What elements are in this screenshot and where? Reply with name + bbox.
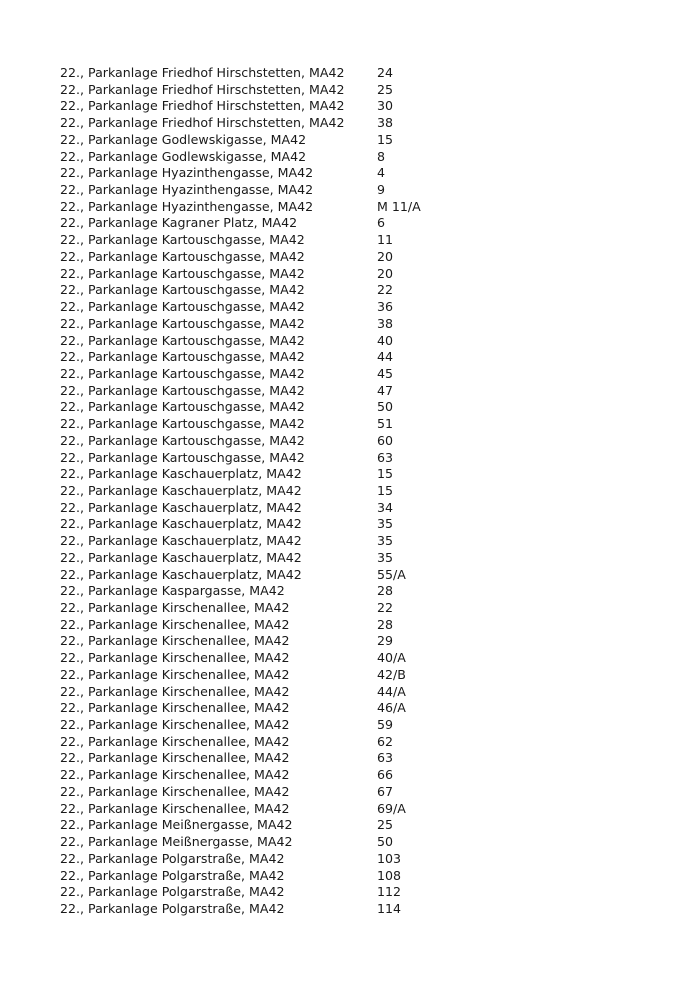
- location-text: 22., Parkanlage Kartouschgasse, MA42: [60, 449, 305, 465]
- list-row: [60, 901, 620, 918]
- list-row: [60, 249, 620, 266]
- list-row: [60, 734, 620, 751]
- location-text: 22., Parkanlage Godlewskigasse, MA42: [60, 148, 307, 164]
- house-number: 66: [377, 767, 394, 783]
- location-text: 22., Parkanlage Kirschenallee, MA42: [60, 650, 290, 666]
- location-text: 22., Parkanlage Kirschenallee, MA42: [60, 666, 290, 682]
- list-row: [60, 650, 620, 667]
- list-row: [60, 383, 620, 400]
- house-number: 40: [377, 332, 394, 348]
- location-text: 22., Parkanlage Kaschauerplatz, MA42: [60, 549, 302, 565]
- location-text: 22., Parkanlage Kaschauerplatz, MA42: [60, 466, 302, 482]
- house-number: 67: [377, 783, 394, 799]
- list-row: [60, 851, 620, 868]
- location-text: 22., Parkanlage Kartouschgasse, MA42: [60, 399, 305, 415]
- list-row: [60, 567, 620, 584]
- list-row: [60, 684, 620, 701]
- house-number: 38: [377, 115, 394, 131]
- list-row: [60, 115, 620, 132]
- house-number: 20: [377, 248, 394, 264]
- location-text: 22., Parkanlage Polgarstraße, MA42: [60, 900, 285, 916]
- list-row: [60, 149, 620, 166]
- house-number: 30: [377, 98, 394, 114]
- list-row: [60, 533, 620, 550]
- location-text: 22., Parkanlage Kirschenallee, MA42: [60, 633, 290, 649]
- location-text: 22., Parkanlage Kartouschgasse, MA42: [60, 282, 305, 298]
- list-row: [60, 483, 620, 500]
- house-number: 62: [377, 733, 394, 749]
- house-number: 69/A: [377, 800, 406, 816]
- list-row: [60, 700, 620, 717]
- house-number: 8: [377, 148, 386, 164]
- list-row: [60, 717, 620, 734]
- house-number: 29: [377, 633, 394, 649]
- house-number: 112: [377, 884, 402, 900]
- location-text: 22., Parkanlage Kirschenallee, MA42: [60, 616, 290, 632]
- list-row: [60, 182, 620, 199]
- location-text: 22., Parkanlage Godlewskigasse, MA42: [60, 131, 307, 147]
- location-text: 22., Parkanlage Kartouschgasse, MA42: [60, 382, 305, 398]
- house-number: 15: [377, 131, 394, 147]
- location-text: 22., Parkanlage Polgarstraße, MA42: [60, 850, 285, 866]
- house-number: 50: [377, 834, 394, 850]
- list-row: [60, 817, 620, 834]
- list-row: [60, 333, 620, 350]
- list-row: [60, 282, 620, 299]
- list-row: [60, 199, 620, 216]
- list-row: [60, 65, 620, 82]
- house-number: 44/A: [377, 683, 406, 699]
- list-row: [60, 165, 620, 182]
- list-row: [60, 633, 620, 650]
- list-row: [60, 868, 620, 885]
- list-row: [60, 550, 620, 567]
- list-row: [60, 801, 620, 818]
- location-text: 22., Parkanlage Kirschenallee, MA42: [60, 717, 290, 733]
- house-number: 35: [377, 516, 394, 532]
- house-number: 103: [377, 850, 402, 866]
- list-row: [60, 617, 620, 634]
- location-text: 22., Parkanlage Kartouschgasse, MA42: [60, 248, 305, 264]
- list-row: [60, 416, 620, 433]
- house-number: 114: [377, 900, 402, 916]
- location-text: 22., Parkanlage Kaschauerplatz, MA42: [60, 516, 302, 532]
- location-text: 22., Parkanlage Kirschenallee, MA42: [60, 800, 290, 816]
- house-number: 42/B: [377, 666, 406, 682]
- house-number: 50: [377, 399, 394, 415]
- address-list: [60, 65, 620, 918]
- location-text: 22., Parkanlage Kirschenallee, MA42: [60, 733, 290, 749]
- list-row: [60, 82, 620, 99]
- location-text: 22., Parkanlage Kartouschgasse, MA42: [60, 315, 305, 331]
- list-row: [60, 834, 620, 851]
- location-text: 22., Parkanlage Kartouschgasse, MA42: [60, 349, 305, 365]
- house-number: 15: [377, 482, 394, 498]
- house-number: 51: [377, 416, 394, 432]
- list-row: [60, 450, 620, 467]
- location-text: 22., Parkanlage Hyazinthengasse, MA42: [60, 198, 314, 214]
- location-text: 22., Parkanlage Kartouschgasse, MA42: [60, 416, 305, 432]
- location-text: 22., Parkanlage Kaschauerplatz, MA42: [60, 482, 302, 498]
- house-number: 36: [377, 299, 394, 315]
- house-number: 4: [377, 165, 386, 181]
- house-number: 28: [377, 616, 394, 632]
- location-text: 22., Parkanlage Kirschenallee, MA42: [60, 683, 290, 699]
- house-number: 28: [377, 583, 394, 599]
- location-text: 22., Parkanlage Kirschenallee, MA42: [60, 700, 290, 716]
- house-number: 45: [377, 365, 394, 381]
- location-text: 22., Parkanlage Friedhof Hirschstetten, MA42: [60, 115, 345, 131]
- location-text: 22., Parkanlage Kartouschgasse, MA42: [60, 432, 305, 448]
- house-number: 35: [377, 533, 394, 549]
- house-number: 59: [377, 717, 394, 733]
- list-row: [60, 583, 620, 600]
- house-number: 15: [377, 466, 394, 482]
- location-text: 22., Parkanlage Meißnergasse, MA42: [60, 817, 293, 833]
- house-number: 47: [377, 382, 394, 398]
- list-row: [60, 366, 620, 383]
- house-number: 108: [377, 867, 402, 883]
- house-number: 9: [377, 182, 386, 198]
- list-row: [60, 884, 620, 901]
- list-row: [60, 767, 620, 784]
- location-text: 22., Parkanlage Kartouschgasse, MA42: [60, 232, 305, 248]
- list-row: [60, 132, 620, 149]
- location-text: 22., Parkanlage Meißnergasse, MA42: [60, 834, 293, 850]
- location-text: 22., Parkanlage Kaschauerplatz, MA42: [60, 533, 302, 549]
- house-number: 35: [377, 549, 394, 565]
- house-number: 38: [377, 315, 394, 331]
- location-text: 22., Parkanlage Kartouschgasse, MA42: [60, 332, 305, 348]
- house-number: 11: [377, 232, 394, 248]
- house-number: 20: [377, 265, 394, 281]
- location-text: 22., Parkanlage Friedhof Hirschstetten, MA42: [60, 98, 345, 114]
- list-row: [60, 215, 620, 232]
- list-row: [60, 266, 620, 283]
- location-text: 22., Parkanlage Hyazinthengasse, MA42: [60, 165, 314, 181]
- location-text: 22., Parkanlage Kartouschgasse, MA42: [60, 299, 305, 315]
- location-text: 22., Parkanlage Kagraner Platz, MA42: [60, 215, 298, 231]
- house-number: 46/A: [377, 700, 406, 716]
- house-number: 22: [377, 282, 394, 298]
- list-row: [60, 399, 620, 416]
- location-text: 22., Parkanlage Hyazinthengasse, MA42: [60, 182, 314, 198]
- list-row: [60, 750, 620, 767]
- location-text: 22., Parkanlage Polgarstraße, MA42: [60, 884, 285, 900]
- house-number: 55/A: [377, 566, 406, 582]
- house-number: M 11/A: [377, 198, 421, 214]
- list-row: [60, 500, 620, 517]
- house-number: 63: [377, 750, 394, 766]
- house-number: 24: [377, 65, 394, 80]
- house-number: 34: [377, 499, 394, 515]
- house-number: 25: [377, 817, 394, 833]
- list-row: [60, 516, 620, 533]
- house-number: 40/A: [377, 650, 406, 666]
- list-row: [60, 349, 620, 366]
- list-row: [60, 784, 620, 801]
- location-text: 22., Parkanlage Kirschenallee, MA42: [60, 600, 290, 615]
- location-text: 22., Parkanlage Kaschauerplatz, MA42: [60, 566, 302, 582]
- list-row: [60, 433, 620, 450]
- location-text: 22., Parkanlage Kartouschgasse, MA42: [60, 265, 305, 281]
- list-row: [60, 232, 620, 249]
- house-number: 63: [377, 449, 394, 465]
- list-row: [60, 316, 620, 333]
- house-number: 6: [377, 215, 386, 231]
- location-text: 22., Parkanlage Kirschenallee, MA42: [60, 783, 290, 799]
- house-number: 25: [377, 81, 394, 97]
- location-text: 22., Parkanlage Friedhof Hirschstetten, MA42: [60, 81, 345, 97]
- location-text: 22., Parkanlage Kartouschgasse, MA42: [60, 365, 305, 381]
- list-row: [60, 466, 620, 483]
- list-row: [60, 600, 620, 617]
- location-text: 22., Parkanlage Polgarstraße, MA42: [60, 867, 285, 883]
- house-number: 44: [377, 349, 394, 365]
- location-text: 22., Parkanlage Kirschenallee, MA42: [60, 750, 290, 766]
- list-row: [60, 667, 620, 684]
- list-row: [60, 98, 620, 115]
- house-number: 60: [377, 432, 394, 448]
- house-number: 22: [377, 600, 394, 615]
- list-row: [60, 299, 620, 316]
- location-text: 22., Parkanlage Friedhof Hirschstetten, MA42: [60, 65, 345, 80]
- location-text: 22., Parkanlage Kirschenallee, MA42: [60, 767, 290, 783]
- location-text: 22., Parkanlage Kaspargasse, MA42: [60, 583, 285, 599]
- location-text: 22., Parkanlage Kaschauerplatz, MA42: [60, 499, 302, 515]
